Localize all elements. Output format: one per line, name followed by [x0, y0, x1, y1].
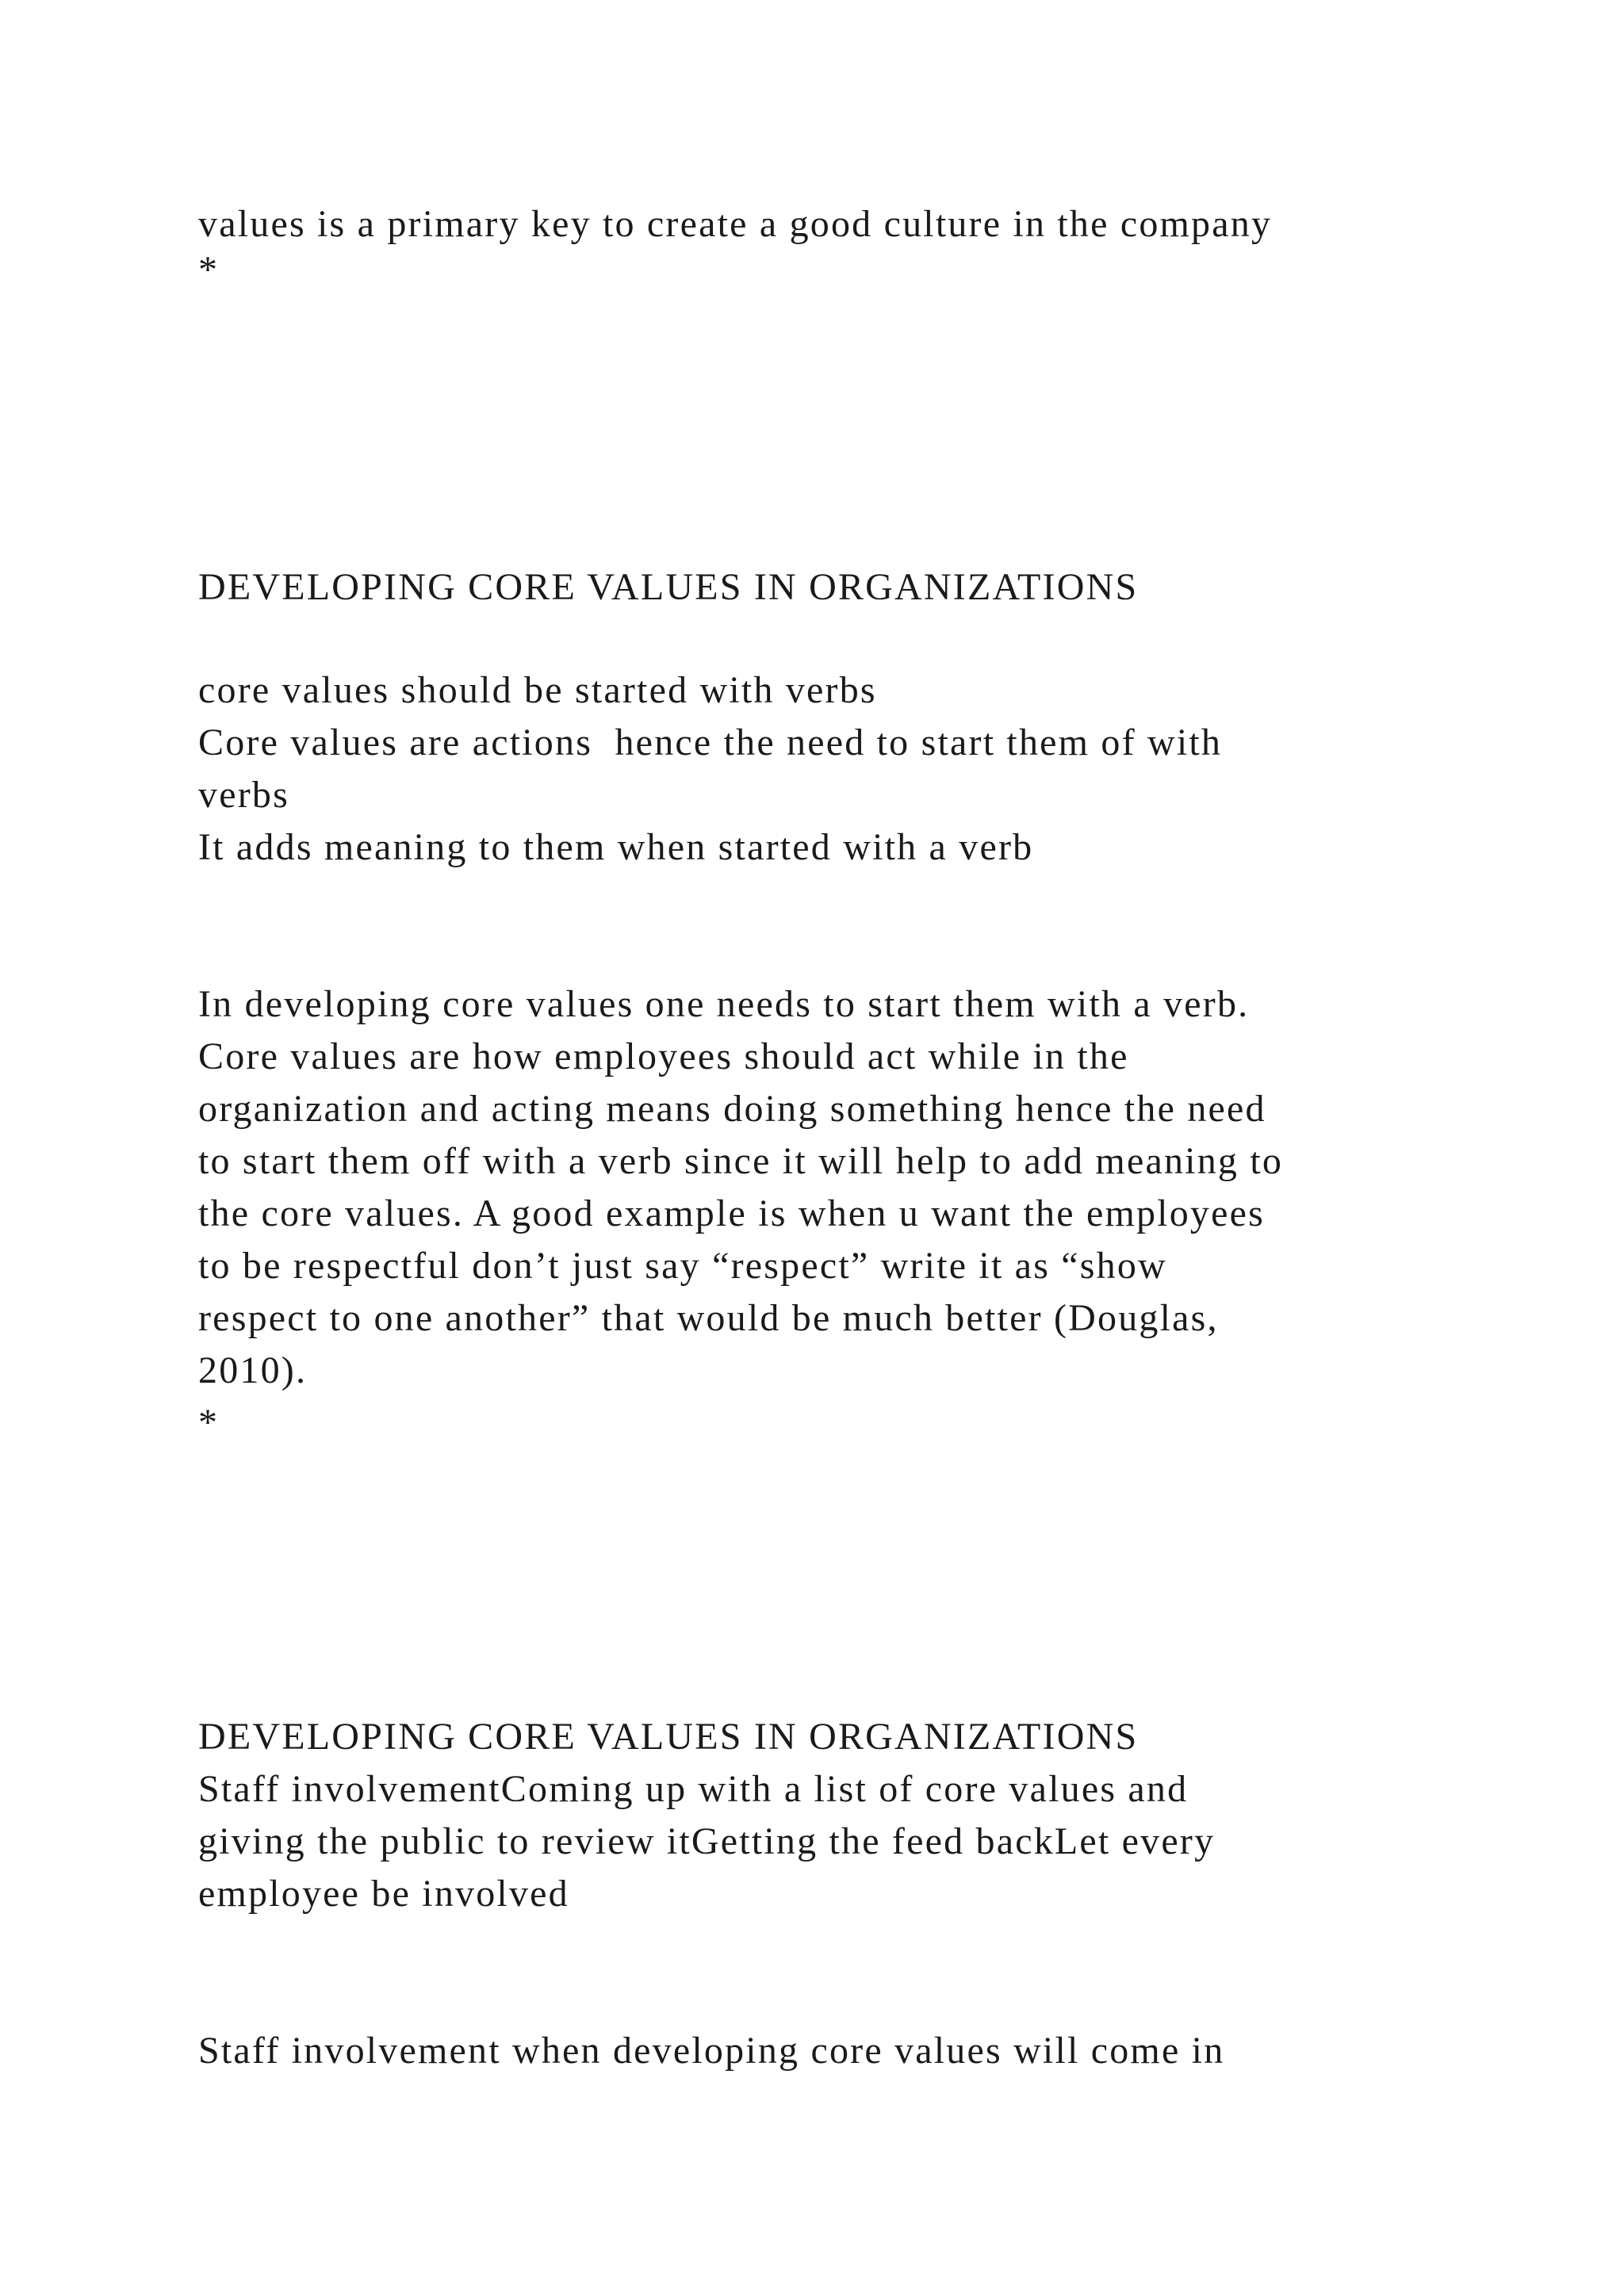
bullet-line: core values should be started with verbs [198, 669, 877, 711]
section-heading: DEVELOPING CORE VALUES IN ORGANIZATIONS [198, 1716, 1139, 1758]
bullet-line: Staff involvementComing up with a list of core values and [198, 1768, 1189, 1810]
slide-separator-asterisk: * [198, 1402, 220, 1444]
bullet-line: It adds meaning to them when started with a verb [198, 826, 1034, 868]
paragraph-line: In developing core values one needs to start them with a verb. [198, 983, 1250, 1025]
section-heading: DEVELOPING CORE VALUES IN ORGANIZATIONS [198, 566, 1139, 608]
paragraph-line: to be respectful don’t just say “respect” write it as “show [198, 1245, 1167, 1287]
bullet-line: employee be involved [198, 1873, 569, 1915]
paragraph-line: to start them off with a verb since it will help to add meaning to [198, 1140, 1284, 1182]
bullet-line: giving the public to review itGetting the feed backLet every [198, 1820, 1216, 1862]
paragraph-line: Core values are how employees should act while in the [198, 1035, 1129, 1077]
paragraph-line: the core values. A good example is when u want the employees [198, 1192, 1266, 1234]
paragraph-line: 2010). [198, 1349, 308, 1391]
paragraph-line: organization and acting means doing something hence the need [198, 1088, 1266, 1130]
bullet-line: verbs [198, 774, 289, 816]
paragraph-line: Staff involvement when developing core values will come in [198, 2030, 1225, 2072]
paragraph-line: respect to one another” that would be much better (Douglas, [198, 1297, 1219, 1339]
bullet-line: Core values are actions hence the need to start them of with [198, 721, 1223, 763]
slide-separator-asterisk: * [198, 249, 220, 291]
body-text-line: values is a primary key to create a good culture in the company [198, 203, 1273, 245]
